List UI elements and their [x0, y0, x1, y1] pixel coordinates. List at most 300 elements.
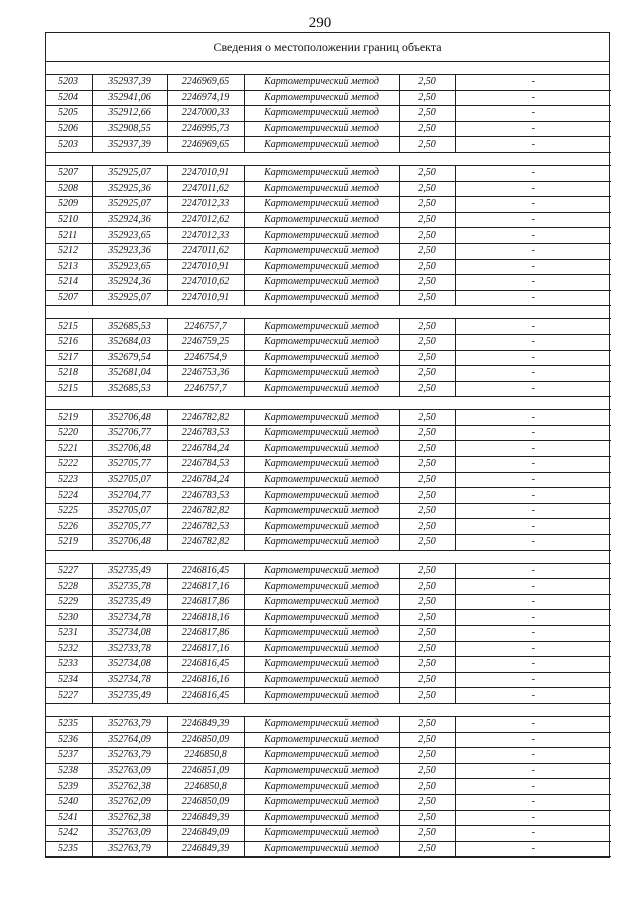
empty-cell [46, 152, 92, 165]
description-cell: - [455, 243, 611, 259]
method-cell: Картометрический метод [244, 810, 399, 826]
y-coordinate-cell: 2246783,53 [167, 425, 244, 441]
x-coordinate-cell: 352704,77 [92, 488, 167, 504]
point-number-cell: 5207 [46, 165, 92, 181]
table-row [46, 259, 611, 275]
table-row [46, 243, 611, 259]
x-coordinate-cell: 352763,09 [92, 826, 167, 842]
description-cell: - [455, 641, 611, 657]
y-coordinate-cell: 2246816,45 [167, 657, 244, 673]
x-coordinate-cell: 352941,06 [92, 90, 167, 106]
y-coordinate-cell: 2246817,16 [167, 641, 244, 657]
method-cell: Картометрический метод [244, 212, 399, 228]
x-coordinate-cell: 352705,07 [92, 503, 167, 519]
method-cell: Картометрический метод [244, 688, 399, 704]
x-coordinate-cell: 352734,78 [92, 672, 167, 688]
table-row [46, 841, 611, 857]
description-cell: - [455, 441, 611, 457]
table-row [46, 716, 611, 732]
description-cell: - [455, 763, 611, 779]
accuracy-cell: 2,50 [399, 810, 455, 826]
table-row [46, 197, 611, 213]
empty-cell [399, 306, 455, 319]
accuracy-cell: 2,50 [399, 794, 455, 810]
table-row [46, 732, 611, 748]
x-coordinate-cell: 352925,07 [92, 290, 167, 306]
y-coordinate-cell: 2247010,91 [167, 165, 244, 181]
point-number-cell: 5207 [46, 290, 92, 306]
x-coordinate-cell: 352925,07 [92, 165, 167, 181]
coordinates-table-body [46, 75, 611, 857]
x-coordinate-cell: 352705,07 [92, 472, 167, 488]
y-coordinate-cell: 2246818,16 [167, 610, 244, 626]
method-cell: Картометрический метод [244, 350, 399, 366]
x-coordinate-cell: 352924,36 [92, 212, 167, 228]
description-cell: - [455, 563, 611, 579]
point-number-cell: 5235 [46, 841, 92, 857]
description-cell: - [455, 610, 611, 626]
y-coordinate-cell: 2246849,39 [167, 716, 244, 732]
empty-cell [455, 397, 611, 410]
x-coordinate-cell: 352685,53 [92, 319, 167, 335]
empty-cell [167, 703, 244, 716]
description-cell: - [455, 275, 611, 291]
description-cell: - [455, 732, 611, 748]
boundary-table-sheet [45, 32, 610, 858]
accuracy-cell: 2,50 [399, 90, 455, 106]
description-cell: - [455, 748, 611, 764]
y-coordinate-cell: 2246851,09 [167, 763, 244, 779]
accuracy-cell: 2,50 [399, 457, 455, 473]
method-cell: Картометрический метод [244, 716, 399, 732]
point-number-cell: 5227 [46, 688, 92, 704]
point-number-cell: 5231 [46, 626, 92, 642]
accuracy-cell: 2,50 [399, 732, 455, 748]
accuracy-cell: 2,50 [399, 259, 455, 275]
x-coordinate-cell: 352937,39 [92, 137, 167, 153]
table-row [46, 457, 611, 473]
point-number-cell: 5218 [46, 366, 92, 382]
accuracy-cell: 2,50 [399, 75, 455, 90]
accuracy-cell: 2,50 [399, 366, 455, 382]
accuracy-cell: 2,50 [399, 748, 455, 764]
table-heading: Сведения о местоположении границ объекта [46, 33, 609, 62]
method-cell: Картометрический метод [244, 519, 399, 535]
x-coordinate-cell: 352762,38 [92, 810, 167, 826]
description-cell: - [455, 810, 611, 826]
accuracy-cell: 2,50 [399, 121, 455, 137]
point-number-cell: 5211 [46, 228, 92, 244]
accuracy-cell: 2,50 [399, 610, 455, 626]
method-cell: Картометрический метод [244, 563, 399, 579]
empty-cell [167, 550, 244, 563]
description-cell: - [455, 779, 611, 795]
blank-row [46, 62, 609, 75]
empty-cell [244, 152, 399, 165]
description-cell: - [455, 181, 611, 197]
accuracy-cell: 2,50 [399, 826, 455, 842]
method-cell: Картометрический метод [244, 228, 399, 244]
table-row [46, 275, 611, 291]
empty-cell [455, 703, 611, 716]
accuracy-cell: 2,50 [399, 688, 455, 704]
description-cell: - [455, 503, 611, 519]
y-coordinate-cell: 2247010,91 [167, 259, 244, 275]
method-cell: Картометрический метод [244, 165, 399, 181]
empty-cell [46, 306, 92, 319]
method-cell: Картометрический метод [244, 441, 399, 457]
y-coordinate-cell: 2246816,45 [167, 688, 244, 704]
method-cell: Картометрический метод [244, 334, 399, 350]
table-row [46, 657, 611, 673]
table-row [46, 503, 611, 519]
description-cell: - [455, 75, 611, 90]
point-number-cell: 5233 [46, 657, 92, 673]
method-cell: Картометрический метод [244, 106, 399, 122]
x-coordinate-cell: 352681,04 [92, 366, 167, 382]
method-cell: Картометрический метод [244, 503, 399, 519]
table-row [46, 610, 611, 626]
empty-cell [46, 397, 92, 410]
y-coordinate-cell: 2247011,62 [167, 243, 244, 259]
table-row [46, 594, 611, 610]
point-number-cell: 5219 [46, 410, 92, 426]
accuracy-cell: 2,50 [399, 197, 455, 213]
table-row [46, 626, 611, 642]
description-cell: - [455, 334, 611, 350]
x-coordinate-cell: 352908,55 [92, 121, 167, 137]
x-coordinate-cell: 352762,38 [92, 779, 167, 795]
table-row [46, 319, 611, 335]
point-number-cell: 5239 [46, 779, 92, 795]
x-coordinate-cell: 352925,36 [92, 181, 167, 197]
description-cell: - [455, 90, 611, 106]
y-coordinate-cell: 2246969,65 [167, 75, 244, 90]
method-cell: Картометрический метод [244, 472, 399, 488]
point-number-cell: 5237 [46, 748, 92, 764]
y-coordinate-cell: 2246782,82 [167, 503, 244, 519]
accuracy-cell: 2,50 [399, 334, 455, 350]
table-row [46, 106, 611, 122]
y-coordinate-cell: 2247000,33 [167, 106, 244, 122]
table-row [46, 441, 611, 457]
accuracy-cell: 2,50 [399, 641, 455, 657]
accuracy-cell: 2,50 [399, 563, 455, 579]
description-cell: - [455, 290, 611, 306]
point-number-cell: 5205 [46, 106, 92, 122]
empty-cell [455, 306, 611, 319]
accuracy-cell: 2,50 [399, 410, 455, 426]
empty-cell [455, 550, 611, 563]
method-cell: Картометрический метод [244, 732, 399, 748]
y-coordinate-cell: 2246995,73 [167, 121, 244, 137]
accuracy-cell: 2,50 [399, 472, 455, 488]
x-coordinate-cell: 352735,78 [92, 579, 167, 595]
accuracy-cell: 2,50 [399, 779, 455, 795]
method-cell: Картометрический метод [244, 488, 399, 504]
point-number-cell: 5242 [46, 826, 92, 842]
empty-cell [244, 397, 399, 410]
description-cell: - [455, 472, 611, 488]
accuracy-cell: 2,50 [399, 672, 455, 688]
page-number: 290 [308, 15, 332, 31]
method-cell: Картометрический метод [244, 137, 399, 153]
description-cell: - [455, 716, 611, 732]
method-cell: Картометрический метод [244, 748, 399, 764]
group-separator-row [46, 703, 611, 716]
method-cell: Картометрический метод [244, 657, 399, 673]
description-cell: - [455, 165, 611, 181]
group-separator-row [46, 306, 611, 319]
accuracy-cell: 2,50 [399, 579, 455, 595]
table-row [46, 763, 611, 779]
table-row [46, 579, 611, 595]
point-number-cell: 5208 [46, 181, 92, 197]
table-row [46, 488, 611, 504]
method-cell: Картометрический метод [244, 779, 399, 795]
x-coordinate-cell: 352763,79 [92, 716, 167, 732]
table-row [46, 563, 611, 579]
accuracy-cell: 2,50 [399, 763, 455, 779]
empty-cell [92, 397, 167, 410]
table-row [46, 748, 611, 764]
point-number-cell: 5203 [46, 75, 92, 90]
y-coordinate-cell: 2247010,62 [167, 275, 244, 291]
accuracy-cell: 2,50 [399, 535, 455, 551]
description-cell: - [455, 594, 611, 610]
method-cell: Картометрический метод [244, 181, 399, 197]
empty-cell [455, 152, 611, 165]
table-row [46, 410, 611, 426]
point-number-cell: 5229 [46, 594, 92, 610]
accuracy-cell: 2,50 [399, 425, 455, 441]
empty-cell [46, 550, 92, 563]
y-coordinate-cell: 2246784,53 [167, 457, 244, 473]
table-row [46, 228, 611, 244]
x-coordinate-cell: 352924,36 [92, 275, 167, 291]
y-coordinate-cell: 2247012,62 [167, 212, 244, 228]
method-cell: Картометрический метод [244, 425, 399, 441]
empty-cell [167, 306, 244, 319]
y-coordinate-cell: 2246754,9 [167, 350, 244, 366]
table-row [46, 350, 611, 366]
description-cell: - [455, 672, 611, 688]
point-number-cell: 5215 [46, 381, 92, 397]
table-row [46, 121, 611, 137]
table-row [46, 672, 611, 688]
description-cell: - [455, 106, 611, 122]
accuracy-cell: 2,50 [399, 841, 455, 857]
table-row [46, 75, 611, 90]
accuracy-cell: 2,50 [399, 350, 455, 366]
method-cell: Картометрический метод [244, 841, 399, 857]
x-coordinate-cell: 352734,78 [92, 610, 167, 626]
point-number-cell: 5209 [46, 197, 92, 213]
y-coordinate-cell: 2246817,86 [167, 594, 244, 610]
point-number-cell: 5220 [46, 425, 92, 441]
empty-cell [92, 703, 167, 716]
point-number-cell: 5206 [46, 121, 92, 137]
description-cell: - [455, 626, 611, 642]
accuracy-cell: 2,50 [399, 181, 455, 197]
x-coordinate-cell: 352734,08 [92, 657, 167, 673]
y-coordinate-cell: 2246816,16 [167, 672, 244, 688]
description-cell: - [455, 121, 611, 137]
description-cell: - [455, 259, 611, 275]
x-coordinate-cell: 352706,77 [92, 425, 167, 441]
table-row [46, 641, 611, 657]
point-number-cell: 5238 [46, 763, 92, 779]
empty-cell [399, 152, 455, 165]
description-cell: - [455, 137, 611, 153]
y-coordinate-cell: 2246816,45 [167, 563, 244, 579]
table-row [46, 779, 611, 795]
description-cell: - [455, 410, 611, 426]
description-cell: - [455, 212, 611, 228]
accuracy-cell: 2,50 [399, 165, 455, 181]
description-cell: - [455, 457, 611, 473]
point-number-cell: 5223 [46, 472, 92, 488]
y-coordinate-cell: 2247010,91 [167, 290, 244, 306]
y-coordinate-cell: 2246969,65 [167, 137, 244, 153]
description-cell: - [455, 319, 611, 335]
method-cell: Картометрический метод [244, 410, 399, 426]
description-cell: - [455, 488, 611, 504]
empty-cell [244, 550, 399, 563]
accuracy-cell: 2,50 [399, 243, 455, 259]
y-coordinate-cell: 2246817,16 [167, 579, 244, 595]
method-cell: Картометрический метод [244, 610, 399, 626]
x-coordinate-cell: 352764,09 [92, 732, 167, 748]
point-number-cell: 5222 [46, 457, 92, 473]
table-row [46, 472, 611, 488]
y-coordinate-cell: 2246850,8 [167, 779, 244, 795]
point-number-cell: 5235 [46, 716, 92, 732]
description-cell: - [455, 228, 611, 244]
empty-cell [399, 703, 455, 716]
y-coordinate-cell: 2246849,39 [167, 841, 244, 857]
table-row [46, 212, 611, 228]
description-cell: - [455, 826, 611, 842]
y-coordinate-cell: 2246784,24 [167, 472, 244, 488]
method-cell: Картометрический метод [244, 535, 399, 551]
point-number-cell: 5225 [46, 503, 92, 519]
accuracy-cell: 2,50 [399, 716, 455, 732]
accuracy-cell: 2,50 [399, 228, 455, 244]
table-row [46, 334, 611, 350]
y-coordinate-cell: 2246850,8 [167, 748, 244, 764]
y-coordinate-cell: 2246784,24 [167, 441, 244, 457]
x-coordinate-cell: 352685,53 [92, 381, 167, 397]
method-cell: Картометрический метод [244, 243, 399, 259]
description-cell: - [455, 688, 611, 704]
accuracy-cell: 2,50 [399, 290, 455, 306]
y-coordinate-cell: 2246759,25 [167, 334, 244, 350]
y-coordinate-cell: 2246850,09 [167, 732, 244, 748]
group-separator-row [46, 397, 611, 410]
empty-cell [92, 550, 167, 563]
point-number-cell: 5219 [46, 535, 92, 551]
accuracy-cell: 2,50 [399, 212, 455, 228]
x-coordinate-cell: 352706,48 [92, 410, 167, 426]
table-row [46, 826, 611, 842]
method-cell: Картометрический метод [244, 197, 399, 213]
method-cell: Картометрический метод [244, 75, 399, 90]
description-cell: - [455, 366, 611, 382]
point-number-cell: 5216 [46, 334, 92, 350]
description-cell: - [455, 794, 611, 810]
y-coordinate-cell: 2246849,39 [167, 810, 244, 826]
empty-cell [399, 550, 455, 563]
accuracy-cell: 2,50 [399, 106, 455, 122]
empty-cell [399, 397, 455, 410]
method-cell: Картометрический метод [244, 626, 399, 642]
y-coordinate-cell: 2246849,09 [167, 826, 244, 842]
table-row [46, 366, 611, 382]
method-cell: Картометрический метод [244, 794, 399, 810]
empty-cell [244, 703, 399, 716]
accuracy-cell: 2,50 [399, 488, 455, 504]
x-coordinate-cell: 352925,07 [92, 197, 167, 213]
y-coordinate-cell: 2247011,62 [167, 181, 244, 197]
x-coordinate-cell: 352763,09 [92, 763, 167, 779]
y-coordinate-cell: 2246783,53 [167, 488, 244, 504]
point-number-cell: 5230 [46, 610, 92, 626]
empty-cell [92, 152, 167, 165]
table-row [46, 165, 611, 181]
group-separator-row [46, 550, 611, 563]
x-coordinate-cell: 352706,48 [92, 441, 167, 457]
y-coordinate-cell: 2246817,86 [167, 626, 244, 642]
empty-cell [46, 703, 92, 716]
point-number-cell: 5217 [46, 350, 92, 366]
y-coordinate-cell: 2246782,82 [167, 535, 244, 551]
empty-cell [244, 306, 399, 319]
point-number-cell: 5213 [46, 259, 92, 275]
x-coordinate-cell: 352735,49 [92, 688, 167, 704]
table-row [46, 688, 611, 704]
accuracy-cell: 2,50 [399, 275, 455, 291]
description-cell: - [455, 535, 611, 551]
method-cell: Картометрический метод [244, 275, 399, 291]
method-cell: Картометрический метод [244, 826, 399, 842]
accuracy-cell: 2,50 [399, 657, 455, 673]
x-coordinate-cell: 352733,78 [92, 641, 167, 657]
method-cell: Картометрический метод [244, 319, 399, 335]
table-row [46, 181, 611, 197]
y-coordinate-cell: 2246782,82 [167, 410, 244, 426]
point-number-cell: 5224 [46, 488, 92, 504]
accuracy-cell: 2,50 [399, 519, 455, 535]
empty-cell [167, 397, 244, 410]
accuracy-cell: 2,50 [399, 319, 455, 335]
method-cell: Картометрический метод [244, 381, 399, 397]
description-cell: - [455, 350, 611, 366]
x-coordinate-cell: 352684,03 [92, 334, 167, 350]
y-coordinate-cell: 2246757,7 [167, 319, 244, 335]
x-coordinate-cell: 352734,08 [92, 626, 167, 642]
description-cell: - [455, 579, 611, 595]
x-coordinate-cell: 352923,65 [92, 228, 167, 244]
method-cell: Картометрический метод [244, 366, 399, 382]
accuracy-cell: 2,50 [399, 441, 455, 457]
x-coordinate-cell: 352735,49 [92, 563, 167, 579]
table-row [46, 425, 611, 441]
accuracy-cell: 2,50 [399, 381, 455, 397]
coordinates-table [46, 75, 611, 857]
x-coordinate-cell: 352706,48 [92, 535, 167, 551]
point-number-cell: 5241 [46, 810, 92, 826]
